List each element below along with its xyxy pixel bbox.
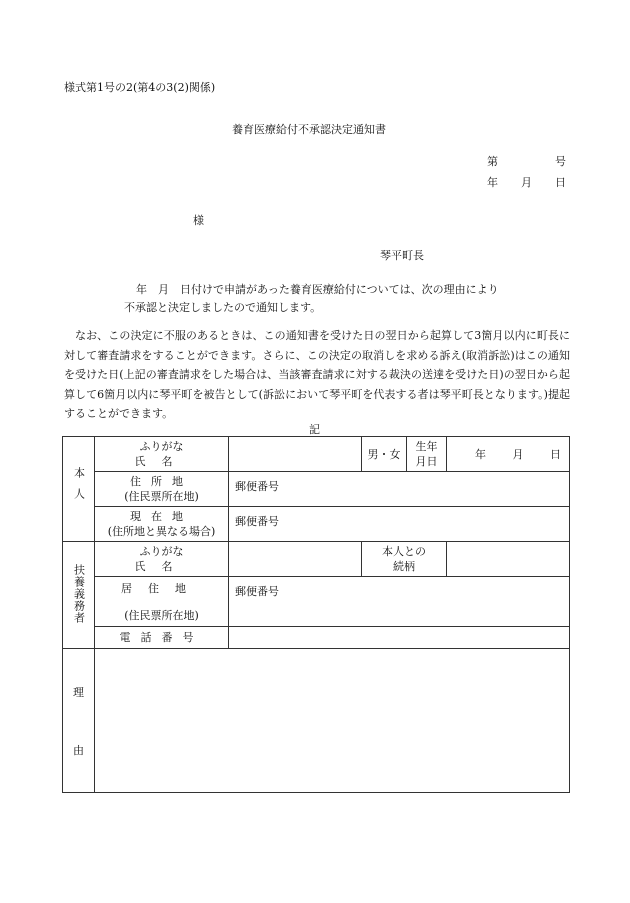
sender: 琴平町長 xyxy=(380,249,424,262)
phone-field[interactable] xyxy=(229,627,570,649)
date-month: 月 xyxy=(521,176,532,189)
ki-label: 記 xyxy=(309,423,320,436)
name-field[interactable] xyxy=(229,437,362,472)
relation-field[interactable] xyxy=(447,542,570,577)
address-field[interactable]: 郵便番号 xyxy=(229,472,570,507)
phone-label: 電話番号 xyxy=(95,627,229,649)
body-paragraph: なお、この決定に不服のあるときは、この通知書を受けた日の翌日から起算して3箇月以内に町長に対して審査請求をすることができます。さらに、この決定の取消しを求める訴え(取消訴訟)はこの通知を受けた日(上記の審査請求をした場合は、当該審査請求に対する裁決の送達を受けた日)の翌日から起算して6箇月以内に琴平町を被告として(訴訟において琴平町を代表する者は琴平町長となります。)提起することができます。 xyxy=(64,329,570,420)
current-address-label: 現在地 (住所地と異なる場合) xyxy=(95,507,229,542)
body-line-2: 不承認と決定しましたので通知します。 xyxy=(124,301,322,314)
reason-field[interactable] xyxy=(95,649,570,793)
gender-option[interactable]: 男・女 xyxy=(362,437,407,472)
guardian-name-label: ふりがな 氏名 xyxy=(95,542,229,577)
date-day: 日 xyxy=(555,176,566,189)
doc-number-prefix: 第 xyxy=(487,155,498,168)
date-year: 年 xyxy=(487,176,498,189)
body-line-1: 年 月 日付けで申請があった養育医療給付については、次の理由により xyxy=(136,283,499,296)
info-table xyxy=(62,436,570,793)
birthdate-field[interactable]: 年 月 日 xyxy=(447,437,570,472)
address-label: 住所地 (住民票所在地) xyxy=(95,472,229,507)
relation-label: 本人との続柄 xyxy=(362,542,447,577)
current-address-field[interactable]: 郵便番号 xyxy=(229,507,570,542)
guardian-name-field[interactable] xyxy=(229,542,362,577)
doc-number-suffix: 号 xyxy=(555,155,566,168)
birthdate-label: 生年月日 xyxy=(407,437,447,472)
form-number: 様式第1号の2(第4の3(2)関係) xyxy=(64,81,216,94)
addressee-suffix: 様 xyxy=(193,214,204,227)
section-guardian: 扶養義務者 xyxy=(63,542,95,649)
section-person: 本人 xyxy=(63,437,95,542)
residence-label: 居住地 (住民票所在地) xyxy=(95,577,229,627)
residence-field[interactable]: 郵便番号 xyxy=(229,577,570,627)
furigana-name-label: ふりがな 氏名 xyxy=(95,437,229,472)
document-title: 養育医療給付不承認決定通知書 xyxy=(232,123,386,136)
section-reason: 理 由 xyxy=(63,649,95,793)
